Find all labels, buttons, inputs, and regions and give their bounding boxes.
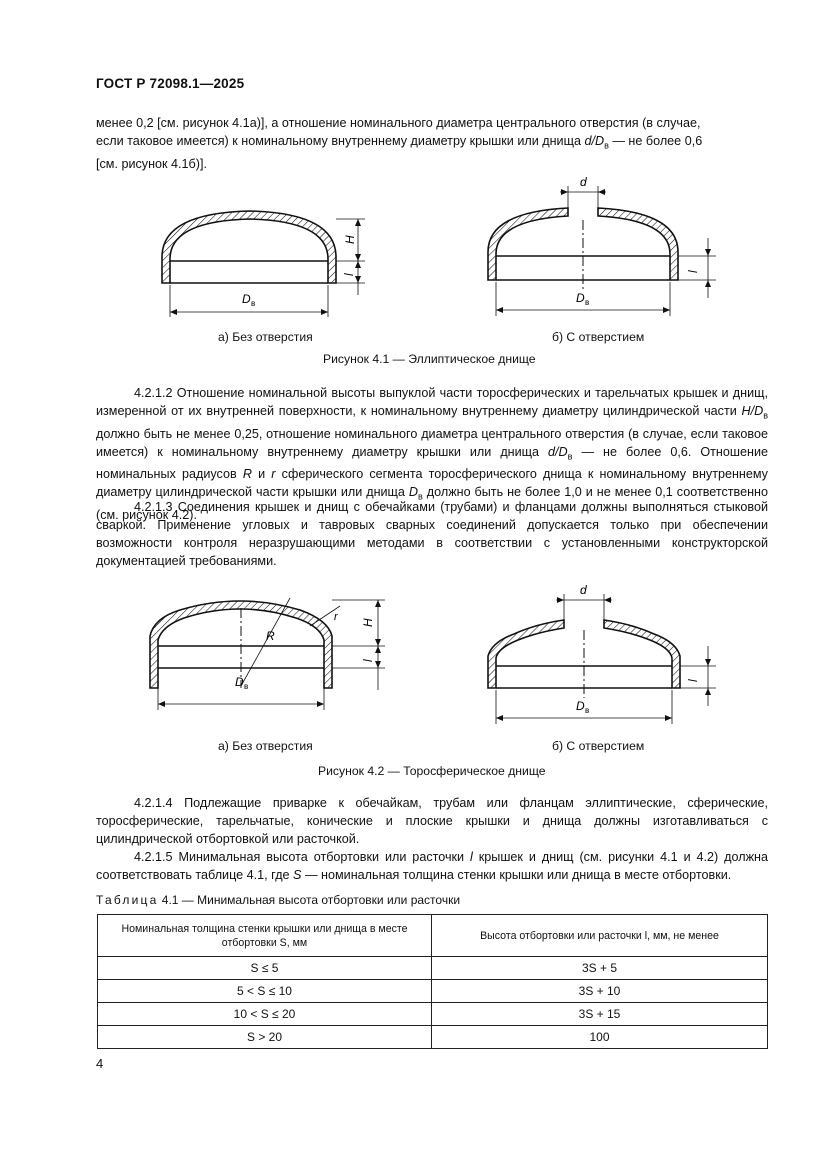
figure-4-2b-label: б) С отверстием (552, 739, 645, 753)
paragraph-4-2-1-2: 4.2.1.2 Отношение номинальной высоты выпуклой части торосферических и тарельчатых крышек и днищ, измеренной от их внутренней поверхности, к номинальному внутреннему диаметру цилиндрической части $H/D_в$ должно быть не менее 0,25, отношение номинального диаметра центрального отверстия (в случае, если таковое имеется) к номинальному внутреннему диаметру крышки или днища $d/D_в$ — не более 0,6. Отношение номинальных радиусов R и r сферического сегмента торосферического днища к номинальному внутреннему диаметру цилиндрической части крышки или днища $D_в$ должно быть не более 1,0 и не менее 0,1 соответственно (см. рисунок 4.2). (96, 386, 769, 522)
figure-4-2-caption: Рисунок 4.2 — Торосферическое днище (318, 764, 546, 778)
figure-4-1b (480, 172, 720, 322)
figure-4-2a-label: а) Без отверстия (218, 739, 313, 753)
dim-r-label: r (334, 611, 338, 623)
paragraph-4-2-1-5: 4.2.1.5 Минимальная высота отбортовки или расточки l крышек и днищ (см. рисунки 4.1 и 4.2) должна соответствовать таблице 4.1, где S — номинальная толщина стенки крышки или днища в месте отбортовки. (96, 850, 768, 882)
dim-d-label: d (580, 175, 587, 189)
figure-4-1a-label: а) Без отверстия (218, 330, 313, 344)
figure-4-1-caption: Рисунок 4.1 — Эллиптическое днище (323, 352, 536, 366)
table-row: 10 < S ≤ 20 3S + 15 (98, 1003, 768, 1026)
table-header-height: Высота отбортовки или расточки l, мм, не менее (432, 915, 768, 957)
figure-4-1b-label: б) С отверстием (552, 330, 645, 344)
dim-l-label: l (686, 679, 700, 682)
dim-R-label: R (266, 629, 275, 643)
intro-paragraph: менее 0,2 [см. рисунок 4.1а)], а отношение номинального диаметра центрального отверстия (в случае, если таковое имеется) к номинальному внутреннему диаметру крышки или днища $d/D_в$ — не более 0,6 [см. рисунок 4.1б)]. (96, 116, 703, 171)
table-header-thickness: Номинальная толщина стенки крышки или днища в месте отбортовки S, мм (98, 915, 432, 957)
dim-l-label: l (342, 273, 356, 276)
dim-l-label: l (361, 659, 375, 662)
svg-text:в: в (244, 682, 249, 691)
figure-4-2a (140, 578, 390, 716)
table-4-1 (97, 914, 768, 1049)
dim-l-label: l (686, 270, 700, 273)
table-row: S > 20 100 (98, 1026, 768, 1049)
dim-D-label: D (242, 292, 251, 306)
svg-text:в: в (585, 298, 590, 307)
document-header: ГОСТ Р 72098.1—2025 (96, 76, 245, 91)
dim-H-label: H (361, 618, 375, 627)
dim-D-label: D (576, 291, 585, 305)
table-row: S ≤ 5 3S + 5 (98, 957, 768, 980)
dim-H-label: H (343, 235, 357, 244)
paragraph-4-2-1-3: 4.2.1.3 Соединения крышек и днищ с обечайками (трубами) и фланцами должны выполняться стыковой сваркой. Применение угловых и тавровых сварных соединений допускается только при обеспечении возможности контроля неразрушающими методами в соответствии с установленными конструкторской документацией требованиями. (96, 500, 768, 568)
figure-4-2b (480, 578, 720, 728)
figure-4-1a (150, 195, 380, 325)
svg-text:в: в (585, 706, 590, 715)
paragraph-4-2-1-4: 4.2.1.4 Подлежащие приварке к обечайкам, трубам или фланцам эллиптические, сферические, торосферические, тарельчатые, конические и плоские крышки и днища должны изготавливаться с цилиндрической отбортовкой или расточкой. (96, 796, 768, 846)
page-number: 4 (96, 1056, 104, 1071)
svg-text:в: в (251, 299, 256, 308)
table-row: 5 < S ≤ 10 3S + 10 (98, 980, 768, 1003)
table-title: Таблица 4.1 — Минимальная высота отбортовки или расточки (96, 893, 461, 907)
dim-d-label: d (580, 583, 587, 597)
dim-D-label: D (576, 699, 585, 713)
dim-D-label: D (235, 675, 244, 689)
